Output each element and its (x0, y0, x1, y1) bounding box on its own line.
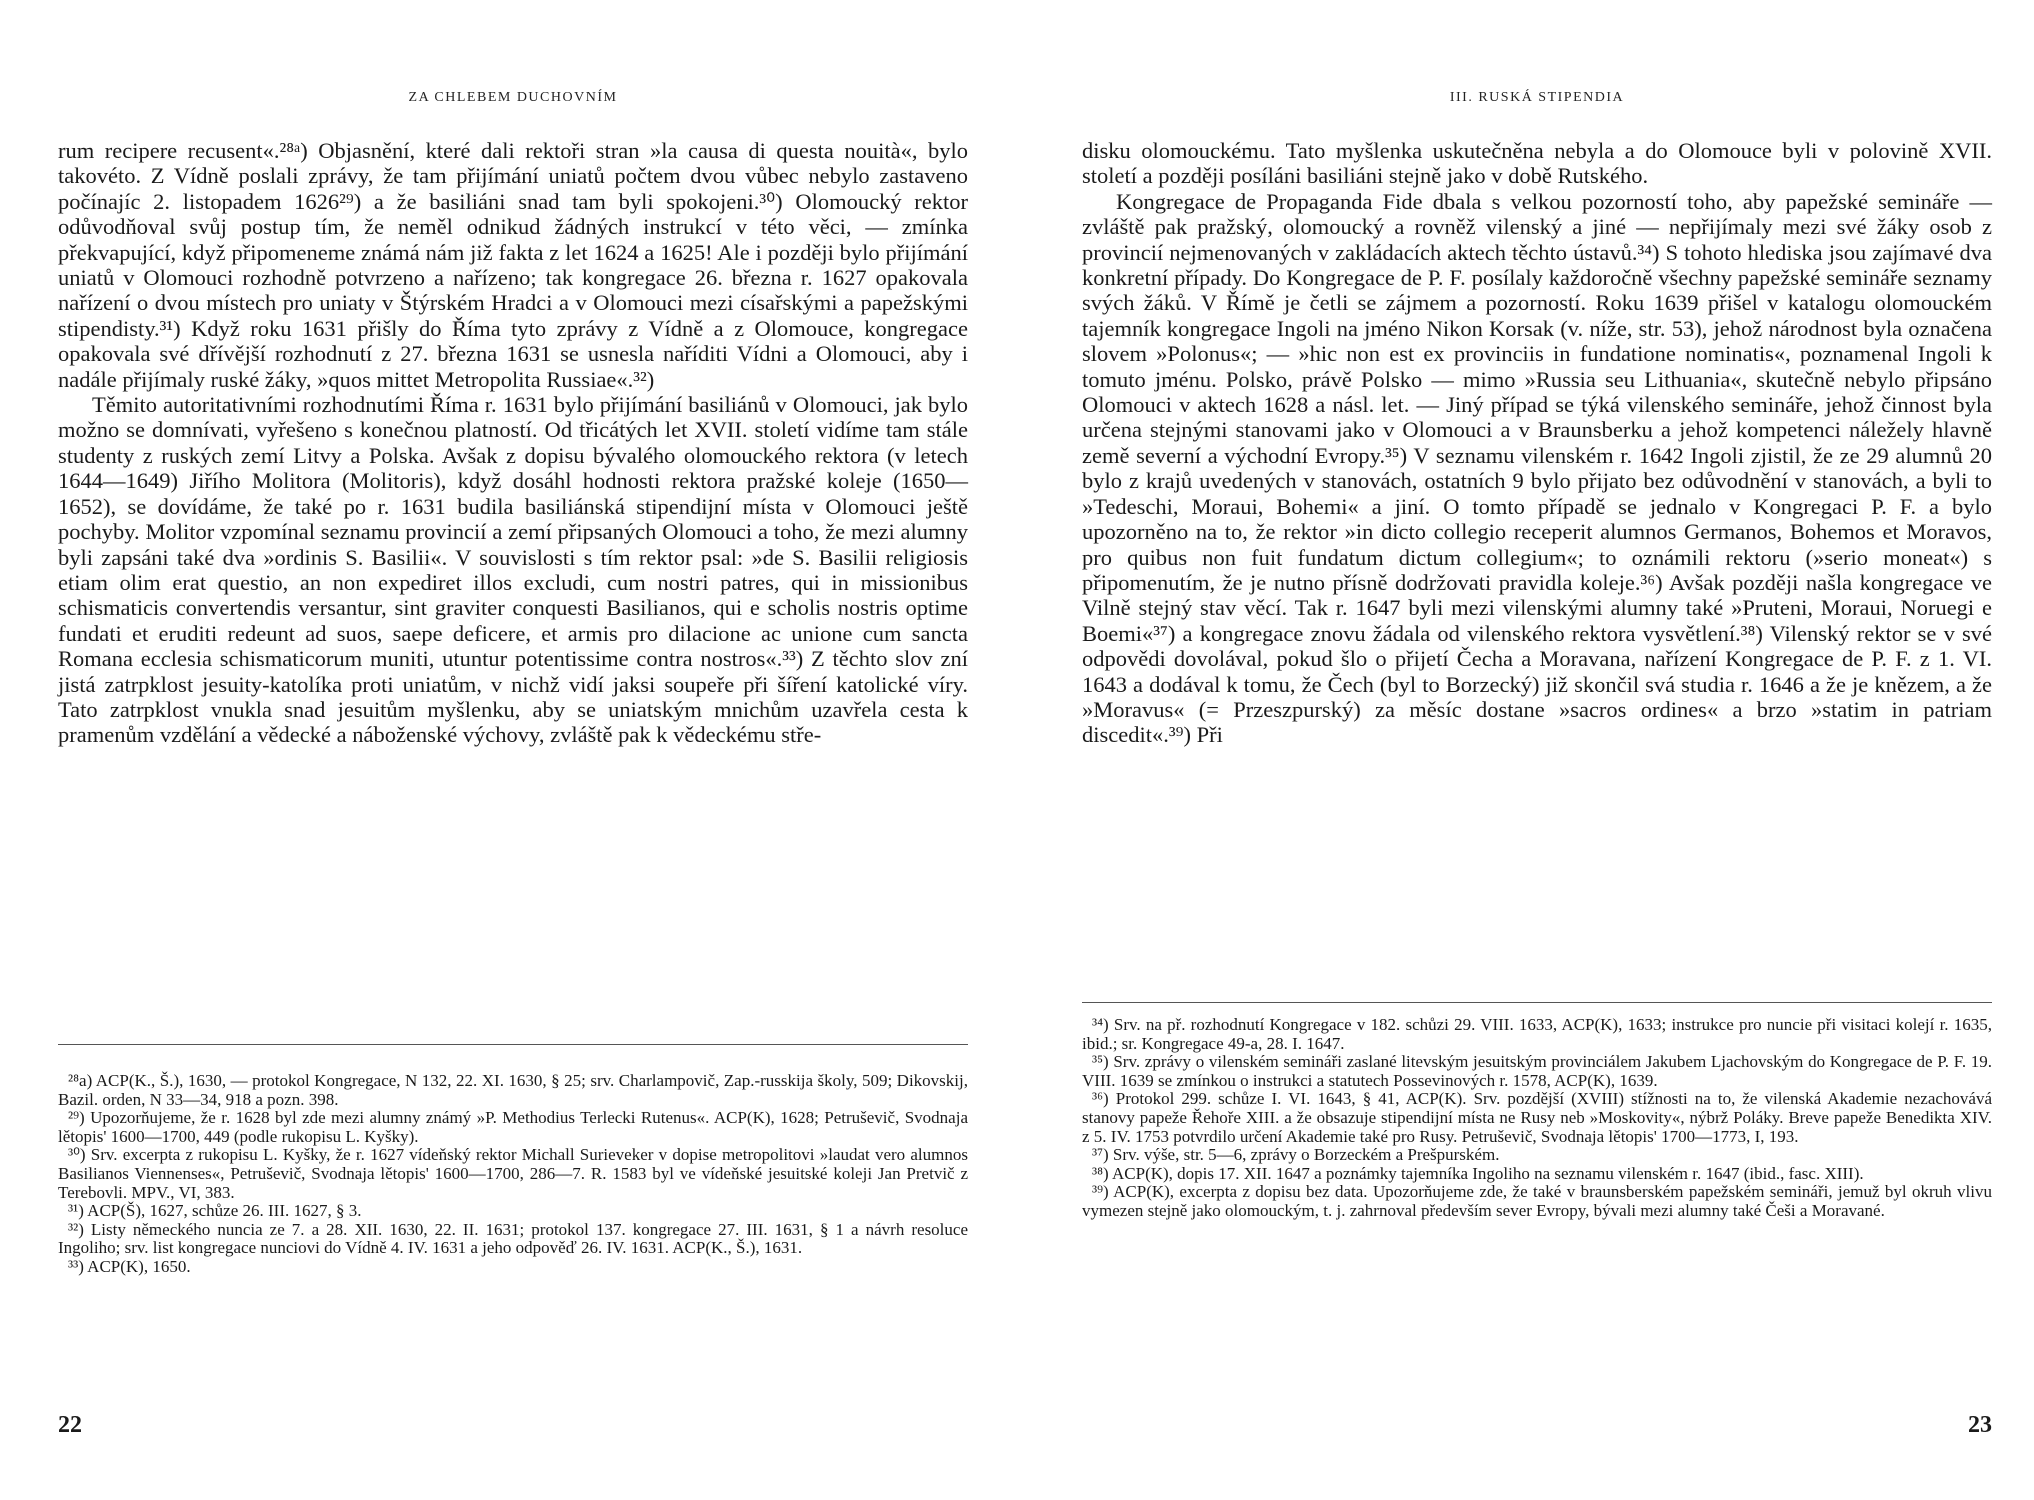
footnote-36: ³⁶) Protokol 299. schůze I. VI. 1643, § 41, ACP(K). Srv. pozdější (XVIII) stížnosti na to, že vilenská Akademie nezachovává stanovy papeže Řehoře XIII. a že obsazuje stipendijní místa ne Rusy neb »Moskovity«, nýbrž Poláky. Breve papeže Benedikta XIV. z 5. IV. 1753 potvrdilo určení Akademie také pro Rusy. Petruševič, Svodnaja lětopis' 1700—1773, I, 193. (1082, 1089, 1992, 1146)
footnote-28a: ²⁸a) ACP(K., Š.), 1630, — protokol Kongregace, N 132, 22. XI. 1630, § 25; srv. Charlampovič, Zap.-russkija školy, 509; Dikovskij, Bazil. orden, N 33—34, 918 a pozn. 398. (58, 1071, 968, 1109)
footnote-31: ³¹) ACP(Š), 1627, schůze 26. III. 1627, § 3. (68, 1201, 362, 1221)
footnote-37: ³⁷) Srv. výše, str. 5—6, zprávy o Borzeckém a Prešpurském. (1092, 1145, 1500, 1165)
right-paragraph-1: disku olomouckému. Tato myšlenka uskutečněna nebyla a do Olomouce byli v polovině XVII. století a později posíláni basiliáni stejně jako v době Rutského. (1082, 138, 1992, 189)
left-footnote-rule (58, 1044, 968, 1045)
left-paragraph-1: rum recipere recusent«.²⁸ᵃ) Objasnění, které dali rektoři stran »la causa di questa nouità«, bylo takovéto. Z Vídně poslali zprávy, že tam přijímání uniatů počtem dvou vůbec nebylo zastaveno počínajíc 2. listopadem 1626²⁹) a že basiliáni snad tam byli spokojeni.³⁰) Olomoucký rektor odůvodňoval svůj postup tím, že neměl odnikud žádných instrukcí v této věci, — zmínka překvapující, když připomeneme známá nám již fakta z let 1624 a 1625! Ale i později bylo přijímání uniatů v Olomouci rozhodně potvrzeno a nařízeno; tak kongregace 26. března r. 1627 opakovala nařízení o dvou místech pro uniaty v Štýrském Hradci a v Olomouci mezi císařskými a papežskými stipendisty.³¹) Když roku 1631 přišly do Říma tyto zprávy z Vídně a z Olomouce, kongregace opakovala své dřívější rozhodnutí z 27. března 1631 se usnesla naříditi Vídni a Olomouci, aby i nadále přijímaly ruské žáky, »quos mittet Metropolita Russiae«.³²) (58, 138, 968, 392)
footnote-34: ³⁴) Srv. na př. rozhodnutí Kongregace v 182. schůzi 29. VIII. 1633, ACP(K), 1633; instrukce pro nuncie při visitaci kolejí r. 1635, ibid.; sr. Kongregace 49-a, 28. I. 1647. (1082, 1015, 1992, 1053)
left-page-number: 22 (58, 1412, 82, 1438)
footnote-33: ³³) ACP(K), 1650. (68, 1256, 191, 1276)
right-page-number: 23 (1968, 1412, 1992, 1438)
right-footnotes (1082, 1016, 1992, 1221)
footnote-39: ³⁹) ACP(K), excerpta z dopisu bez data. Upozorňujeme zde, že také v braunsberském papežském semináři, jemuž byl okruh vlivu vymezen stejně jako olomouckým, t. j. zahrnoval především sever Evropy, bývali mezi alumny také Češi a Moravané. (1082, 1182, 1992, 1220)
footnote-35: ³⁵) Srv. zprávy o vilenském semináři zaslané litevským jesuitským provinciálem Jakubem Ljachovským do Kongregace de P. F. 19. VIII. 1639 se zmínkou o instrukci a statutech Possevinových r. 1578, ACP(K), 1639. (1082, 1052, 1992, 1090)
footnote-38: ³⁸) ACP(K), dopis 17. XII. 1647 a poznámky tajemníka Ingoliho na seznamu vilenském r. 1647 (ibid., fasc. XIII). (1092, 1163, 1864, 1183)
right-footnote-rule (1082, 1002, 1992, 1003)
footnote-29: ²⁹) Upozorňujeme, že r. 1628 byl zde mezi alumny známý »P. Methodius Terlecki Rutenus«. ACP(K), 1628; Petruševič, Svodnaja lětopis' 1600—1700, 449 (podle rukopisu L. Kyšky). (58, 1108, 968, 1146)
left-body-text (58, 138, 968, 748)
right-page (1082, 0, 1992, 1500)
left-running-head: ZA CHLEBEM DUCHOVNÍM (408, 90, 618, 105)
left-paragraph-2: Těmito autoritativními rozhodnutími Říma r. 1631 bylo přijímání basiliánů v Olomouci, jak bylo možno se domnívati, vyřešeno s konečnou platností. Od třicátých let XVII. století vidíme tam stále studenty z ruských zemí Litvy a Polska. Avšak z dopisu bývalého olomouckého rektora (v letech 1644—1649) Jiřího Molitora (Molitoris), když dosáhl hodnosti rektora pražské koleje (1650—1652), se dovídáme, že také po r. 1631 budila basiliánská stipendijní místa v Olomouci ještě pochyby. Molitor vzpomínal seznamu provincií a zemí připsaných Olomouci a toho, že mezi alumny byli zapsáni také dva »ordinis S. Basilii«. V souvislosti s tím rektor psal: »de S. Basilii religiosis etiam olim erat questio, an non expediret illos excludi, cum nostri patres, qui in missionibus schismaticis convertendis versantur, sint graviter conquesti Basilianos, qui e scholis nostris optime fundati et eruditi redeunt ad suos, saepe deficere, et armis pro dilacione ac unione cum sancta Romana ecclesia schismaticorum muniti, utuntur potentissime contra nostros«.³³) Z těchto slov zní jistá zatrpklost jesuity-katolíka proti uniatům, v nichž vidí jaksi soupeře při šíření katolické víry. Tato zatrpklost vnukla snad jesuitům myšlenku, aby se uniatským mnichům uzavřela cesta k pramenům vzdělání a vědecké a náboženské výchovy, zvláště pak k vědeckému stře- (58, 392, 968, 748)
right-body-text (1082, 138, 1992, 748)
right-running-head: III. RUSKÁ STIPENDIA (1449, 90, 1625, 105)
footnote-30: ³⁰) Srv. excerpta z rukopisu L. Kyšky, že r. 1627 vídeňský rektor Michall Surieveker v dopise metropolitovi »laudat vero alumnos Basilianos Viennenses«, Petruševič, Svodnaja lětopis' 1600—1700, 286—7. R. 1583 byl ve vídeňské jesuitské koleji Jan Pretvič z Terebovli. MPV., VI, 383. (58, 1145, 968, 1202)
left-footnotes (58, 1072, 968, 1277)
left-page (58, 0, 968, 1500)
footnote-32: ³²) Listy německého nuncia ze 7. a 28. XII. 1630, 22. II. 1631; protokol 137. kongregace 27. III. 1631, § 1 a návrh resoluce Ingoliho; srv. list kongregace nunciovi do Vídně 4. IV. 1631 a jeho odpověď 26. IV. 1631. ACP(K., Š.), 1631. (58, 1219, 968, 1258)
right-paragraph-2: Kongregace de Propaganda Fide dbala s velkou pozorností toho, aby papežské semináře — zvláště pak pražský, olomoucký a rovněž vilenský a jiné — nepřijímaly mezi své žáky osob z provincií nejmenovaných v zakládacích aktech těchto ústavů.³⁴) S tohoto hlediska jsou zajímavé dva konkretní případy. Do Kongregace de P. F. posílaly každoročně všechny papežské semináře seznamy svých žáků. V Římě je četli se zájmem a pozorností. Roku 1639 přišel v katalogu olomouckém tajemník kongregace Ingoli na jméno Nikon Korsak (v. níže, str. 53), jehož národnost byla označena slovem »Polonus«; — »hic non est ex provinciis in fundatione nominatis«, poznamenal Ingoli k tomuto jménu. Polsko, právě Polsko — mimo »Russia seu Lithuania«, skutečně nebylo připsáno Olomouci v aktech 1628 a násl. let. — Jiný případ se týká vilenského semináře, jehož činnost byla určena stejnými stanovami jako v Olomouci a v Braunsberku a jehož kompetenci náležely hlavně země severní a východní Evropy.³⁵) V seznamu vilenském r. 1642 Ingoli zjistil, že ze 29 alumnů 20 bylo z krajů uvedených v stanovách, ostatních 9 bylo přijato bez odůvodnění v stanovách, a byli to »Tedeschi, Moraui, Bohemi« a jiní. O tomto případě se jednalo v Kongregaci P. F. a bylo upozorněno na to, že rektor »in dicto collegio receperit alumnos Germanos, Bohemos et Moravos, pro quibus non fuit fundatum dictum collegium«; to oznámili rektoru (»serio moneat«) s připomenutím, že je nutno přísně dodržovati pravidla koleje.³⁶) Avšak později našla kongregace ve Vilně stejný stav věcí. Tak r. 1647 byli mezi vilenskými alumny také »Pruteni, Moraui, Noruegi e Boemi«³⁷) a kongregace znovu žádala od vilenského rektora vysvětlení.³⁸) Vilenský rektor se v své odpovědi dovolával, pokud šlo o přijetí Čecha a Moravana, nařízení Kongregace de P. F. z 1. VI. 1643 a dodával k tomu, že Čech (byl to Borzecký) již skončil svá studia r. 1646 a že je knězem, a že »Moravus« (= Przeszpurský) za měsíc dostane »sacros ordines« a brzo »statim in patriam discedit«.³⁹) Při (1082, 188, 1992, 748)
